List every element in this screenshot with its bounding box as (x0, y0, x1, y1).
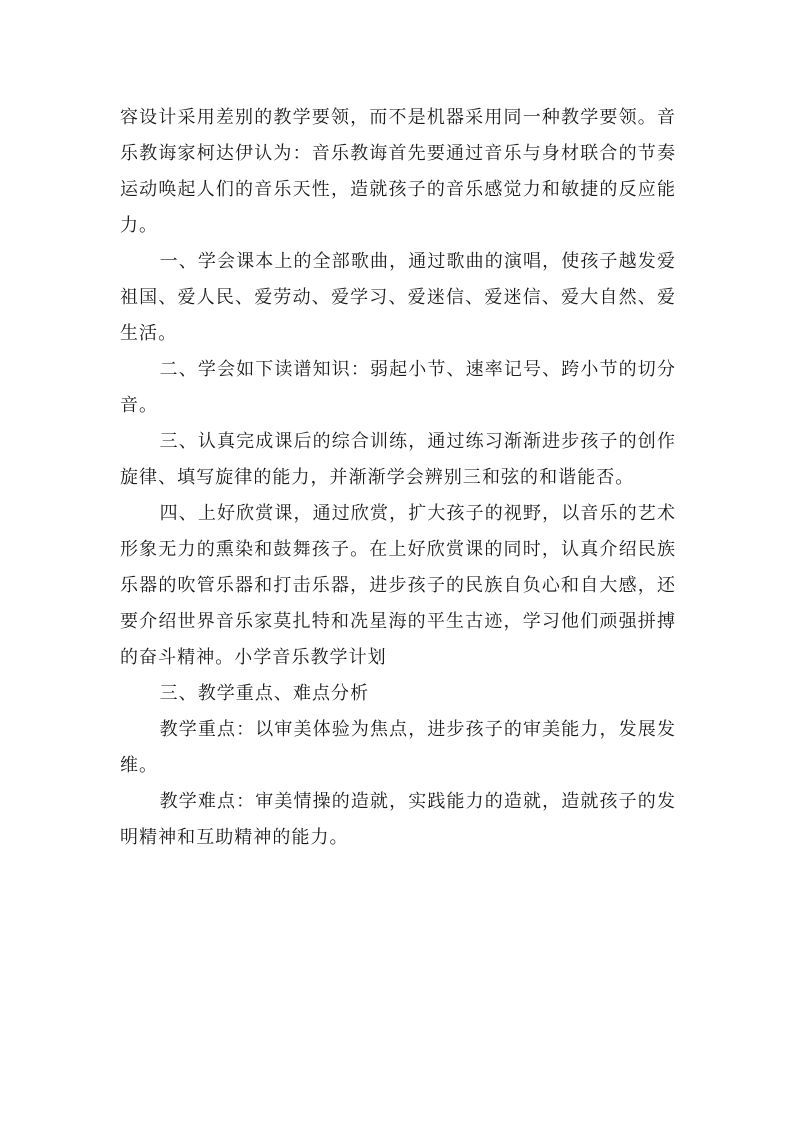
paragraph-continuation: 容设计采用差别的教学要领，而不是机器采用同一种教学要领。音乐教诲家柯达伊认为：音乐教诲首先要通过音乐与身材联合的节奏运动唤起人们的音乐天性，造就孩子的音乐感觉力和敏捷的反应能力。 (120, 107, 676, 236)
section-heading: 三、教学重点、难点分析 (159, 683, 370, 704)
document-body (120, 100, 676, 856)
paragraph-difficult-points: 教学难点：审美情操的造就，实践能力的造就，造就孩子的发明精神和互助精神的能力。 (120, 791, 676, 848)
paragraph-item-2: 二、学会如下读谱知识：弱起小节、速率记号、跨小节的切分音。 (120, 359, 676, 416)
paragraph-key-points: 教学重点：以审美体验为焦点，进步孩子的审美能力，发展发维。 (120, 719, 676, 776)
paragraph-item-3: 三、认真完成课后的综合训练，通过练习渐渐进步孩子的创作旋律、填写旋律的能力，并渐渐学会辨别三和弦的和谐能否。 (120, 431, 676, 488)
paragraph-item-1: 一、学会课本上的全部歌曲，通过歌曲的演唱，使孩子越发爱祖国、爱人民、爱劳动、爱学习、爱迷信、爱迷信、爱大自然、爱生活。 (120, 251, 676, 344)
paragraph-item-4: 四、上好欣赏课，通过欣赏，扩大孩子的视野，以音乐的艺术形象无力的熏染和鼓舞孩子。在上好欣赏课的同时，认真介绍民族乐器的吹管乐器和打击乐器，进步孩子的民族自负心和自大感，还要介绍世界音乐家莫扎特和冼星海的平生古迹，学习他们顽强拼搏的奋斗精神。小学音乐教学计划 (120, 503, 676, 668)
